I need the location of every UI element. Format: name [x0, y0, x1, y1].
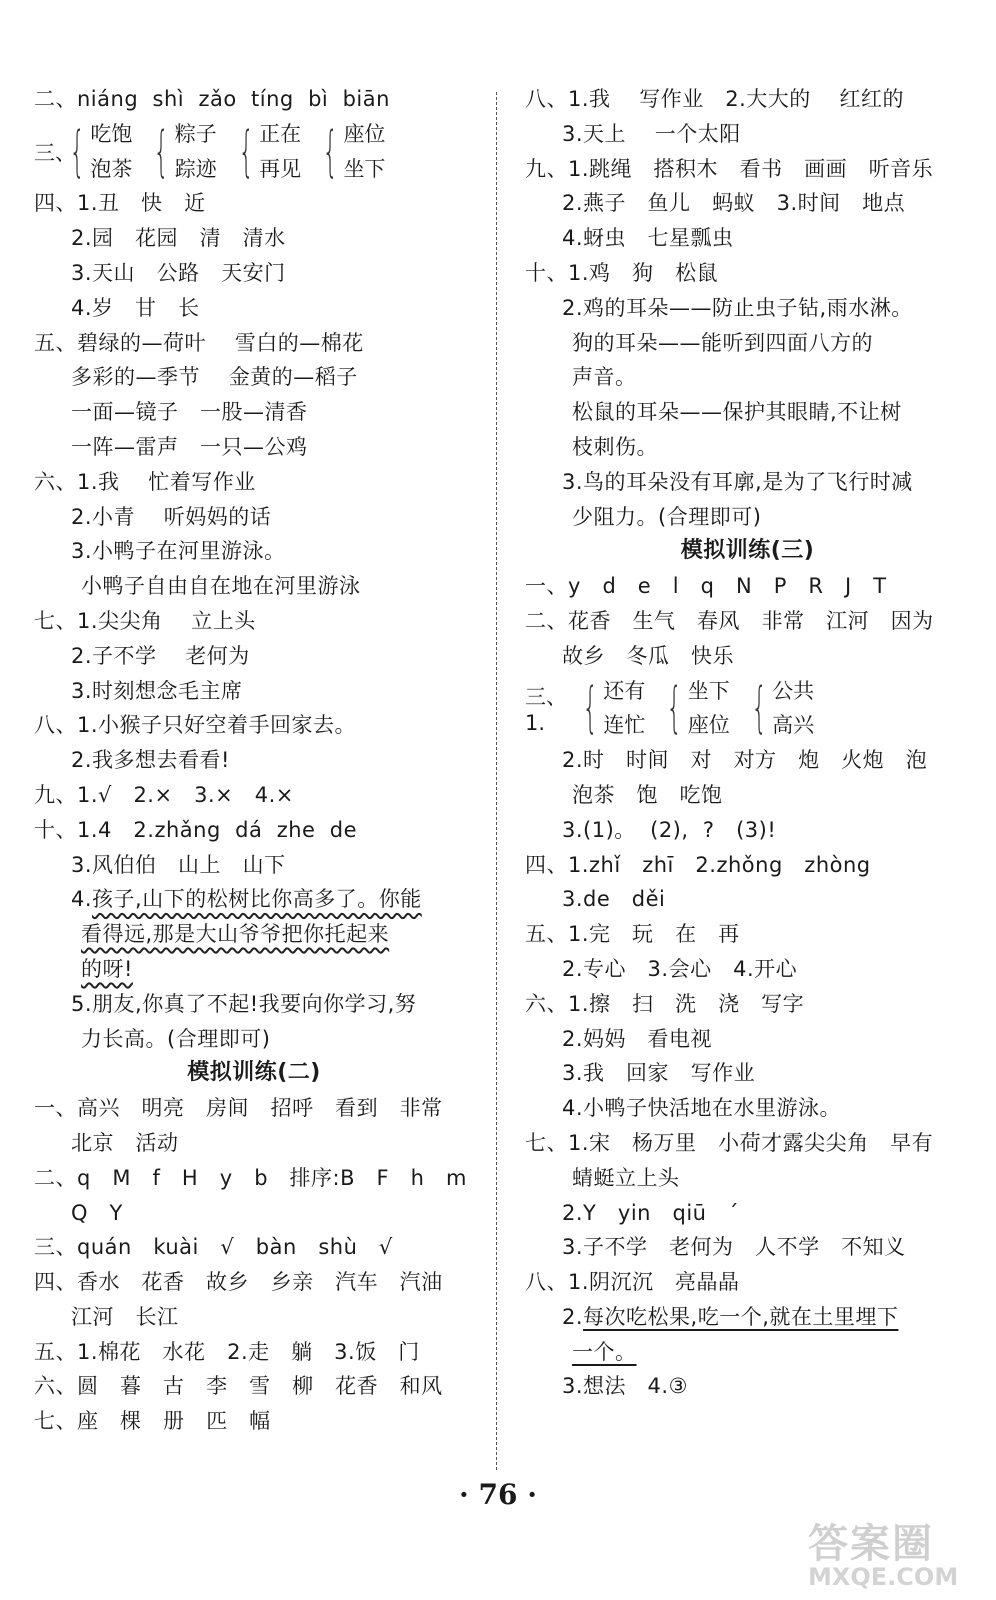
column-divider — [496, 92, 497, 1470]
answer-line: 五、1.棉花 水花 2.走 躺 3.饭 门 — [34, 1339, 420, 1364]
watermark-logo — [808, 1512, 988, 1590]
brace-pair — [233, 117, 301, 187]
answer-line: 少阻力。(合理即可) — [572, 504, 762, 529]
answer-line: 2.妈妈 看电视 — [562, 1026, 713, 1051]
answer-line: 七、1.尖尖角 立上头 — [34, 608, 256, 633]
page-number: · 76 · — [459, 1478, 537, 1511]
answer-line: 3.de děi — [562, 887, 666, 912]
answer-line: 四、香水 花香 故乡 乡亲 汽车 汽油 — [34, 1270, 443, 1295]
answer-line: 2.园 花园 清 清水 — [71, 226, 286, 251]
brace-icon: { — [666, 676, 683, 740]
answer-line: Q Y — [71, 1200, 123, 1225]
answer-line: 松鼠的耳朵——保护其眼睛,不让树 — [572, 400, 902, 425]
answer-line: 一面—镜子 一股—清香 — [71, 400, 308, 425]
answer-line: 3.(1)。 (2), ? (3)! — [562, 817, 777, 842]
answer-line: 枝刺伤。 — [572, 434, 658, 459]
answer-line: 十、1.4 2.zhǎng dá zhe de — [34, 817, 358, 842]
brace-pair — [746, 674, 814, 744]
brace-pair — [317, 117, 385, 187]
section-title: 模拟训练(三) — [680, 538, 815, 564]
brace-item: 正在 — [259, 121, 302, 146]
wavy-underlined-text: 孩子,山下的松树比你高多了。你能 — [92, 887, 422, 912]
answer-line: 狗的耳朵——能听到四面八方的 — [572, 330, 873, 355]
answer-line: 八、1.小猴子只好空着手回家去。 — [34, 713, 357, 738]
left-column — [34, 82, 474, 1439]
answer-line: 4.蚜虫 七星瓢虫 — [562, 226, 734, 251]
answer-line: 2.专心 3.会心 4.开心 — [562, 956, 798, 981]
brace-item: 座位 — [343, 121, 386, 146]
brace-pair — [148, 117, 216, 187]
section-label: 三、 — [34, 140, 76, 165]
answer-line: 2.我多想去看看! — [71, 748, 230, 773]
answer-line: 4.小鸭子快活地在水里游泳。 — [562, 1096, 842, 1121]
answer-line: 2.Y yin qiū ˊ — [562, 1200, 739, 1225]
item-number: 2. — [562, 1304, 584, 1329]
brace-pair — [64, 117, 132, 187]
answer-line: 五、碧绿的—荷叶 雪白的—棉花 — [34, 330, 364, 355]
answer-line: 江河 长江 — [71, 1304, 179, 1329]
answer-line: 力长高。(合理即可) — [81, 1026, 271, 1051]
answer-line — [34, 952, 474, 987]
brace-icon: { — [153, 119, 170, 183]
brace-item: 座位 — [687, 713, 730, 738]
answer-line: 三、quán kuài √ bàn shù √ — [34, 1235, 393, 1260]
answer-line: 多彩的—季节 金黄的—稻子 — [71, 365, 358, 390]
answer-line: 七、座 棵 册 匹 幅 — [34, 1409, 271, 1434]
brace-item: 粽子 — [174, 121, 217, 146]
brace-item: 公共 — [772, 678, 815, 703]
answer-line: 2.时 时间 对 对方 炮 火炮 泡 — [562, 748, 928, 773]
brace-item: 吃饱 — [90, 121, 133, 146]
answer-line: 九、1.√ 2.× 3.× 4.× — [34, 782, 294, 807]
watermark-url: MXQE.COM — [808, 1563, 959, 1591]
answer-line: 2.子不学 老何为 — [71, 643, 250, 668]
answer-line: 九、1.跳绳 搭积木 看书 画画 听音乐 — [525, 156, 934, 181]
answer-line: 3.我 回家 写作业 — [562, 1061, 756, 1086]
brace-icon: { — [69, 119, 85, 183]
answer-line: 声音。 — [572, 365, 637, 390]
answer-line: 十、1.鸡 狗 松鼠 — [525, 260, 719, 285]
answer-line: 五、1.完 玩 在 再 — [525, 922, 740, 947]
brace-item: 泡茶 — [90, 156, 133, 181]
answer-line: 六、1.我 忙着写作业 — [34, 469, 256, 494]
answer-line: 小鸭子自由自在地在河里游泳 — [81, 574, 361, 599]
right-column — [525, 82, 970, 1404]
answer-line: 一、y d e l q N P R J T — [525, 574, 887, 599]
answer-line: 八、1.阴沉沉 亮晶晶 — [525, 1270, 740, 1295]
answer-line: 泡茶 饱 吃饱 — [572, 782, 723, 807]
section-label: 三、1. — [525, 685, 567, 736]
answer-line: 3.子不学 老何为 人不学 不知义 — [562, 1235, 906, 1260]
answer-line: 3.风伯伯 山上 山下 — [71, 852, 286, 877]
brace-icon: { — [582, 676, 598, 740]
wavy-underlined-text: 看得远,那是大山爷爷把你托起来 — [81, 922, 390, 947]
answer-line: 故乡 冬瓜 快乐 — [562, 643, 735, 668]
brace-item: 连忙 — [603, 713, 646, 738]
answer-line: 一、高兴 明亮 房间 招呼 看到 非常 — [34, 1096, 443, 1121]
brace-pair — [661, 674, 729, 744]
answer-line: 六、圆 暮 古 李 雪 柳 花香 和风 — [34, 1374, 443, 1399]
answer-line: 3.想法 4.③ — [562, 1374, 688, 1399]
brace-item: 踪迹 — [174, 156, 217, 181]
answer-line: 蜻蜓立上头 — [572, 1165, 680, 1190]
answer-line — [34, 882, 474, 917]
answer-line: 2.小青 听妈妈的话 — [71, 504, 272, 529]
answer-line: 二、q M f H y b 排序:B F h m — [34, 1165, 467, 1190]
watermark-mark: 答案圈 — [808, 1521, 934, 1567]
answer-line: 3.时刻想念毛主席 — [71, 678, 243, 703]
answer-line: 六、1.擦 扫 洗 浇 写字 — [525, 991, 805, 1016]
answer-line: 二、niáng shì zǎo tíng bì biān — [34, 87, 390, 111]
brace-icon: { — [238, 119, 254, 183]
answer-line: 2.燕子 鱼儿 蚂蚁 3.时间 地点 — [562, 191, 906, 216]
answer-line: 四、1.丑 快 近 — [34, 191, 206, 216]
answer-line — [34, 917, 474, 952]
brace-item: 还有 — [603, 678, 646, 703]
answer-line: 5.朋友,你真了不起!我要向你学习,努 — [71, 991, 417, 1016]
brace-icon: { — [751, 676, 767, 740]
item-number: 4. — [71, 887, 93, 912]
answer-line: 八、1.我 写作业 2.大大的 红红的 — [525, 87, 904, 111]
answer-line — [525, 1300, 970, 1335]
brace-item: 高兴 — [772, 713, 815, 738]
section-title: 模拟训练(二) — [187, 1060, 321, 1086]
answer-line: 3.小鸭子在河里游泳。 — [71, 539, 286, 564]
answer-line: 3.天上 一个太阳 — [562, 121, 741, 146]
brace-item: 坐下 — [343, 156, 386, 181]
underlined-text: 每次吃松果,吃一个,就在土里埋下 — [583, 1304, 899, 1329]
underlined-text: 一个。 — [572, 1339, 637, 1364]
answer-line — [525, 1335, 970, 1370]
answer-line: 4.岁 甘 长 — [71, 295, 200, 320]
answer-line: 二、花香 生气 春风 非常 江河 因为 — [525, 608, 934, 633]
brace-pair — [577, 674, 645, 744]
answer-line: 一阵—雷声 一只—公鸡 — [71, 434, 308, 459]
answer-line: 2.鸡的耳朵——防止虫子钻,雨水淋。 — [562, 295, 913, 320]
answer-line: 3.鸟的耳朵没有耳廓,是为了飞行时减 — [562, 469, 913, 494]
answer-line: 3.天山 公路 天安门 — [71, 260, 286, 285]
answer-line: 七、1.宋 杨万里 小荷才露尖尖角 早有 — [525, 1130, 934, 1155]
answer-line: 四、1.zhǐ zhī 2.zhǒng zhòng — [525, 852, 871, 877]
brace-item: 再见 — [259, 156, 302, 181]
answer-line: 北京 活动 — [71, 1130, 179, 1155]
brace-answer-group — [34, 117, 474, 187]
brace-icon: { — [322, 119, 338, 183]
wavy-underlined-text: 的呀! — [81, 956, 133, 981]
brace-answer-group — [525, 674, 970, 744]
brace-item: 坐下 — [687, 678, 730, 703]
